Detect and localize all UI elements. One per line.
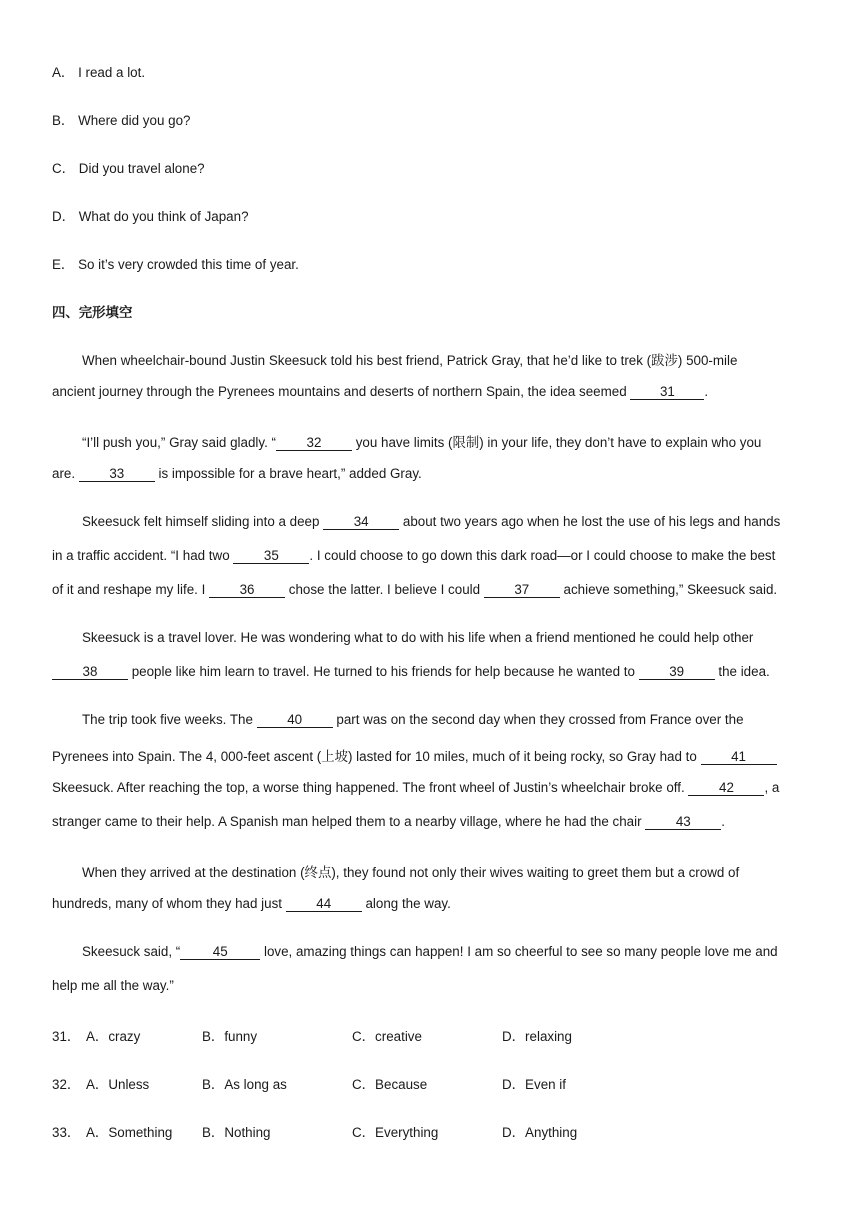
blank-31[interactable]: 31: [630, 385, 704, 400]
passage-p5-line3: Skeesuck. After reaching the top, a worse thing happened. The front wheel of Justin’s wheelchair broke off. 42 , a: [52, 780, 780, 795]
passage-p4-line1: Skeesuck is a travel lover. He was wondering what to do with his life when a friend mentioned he could help other: [82, 630, 754, 645]
passage-p5-line4: stranger came to their help. A Spanish man helped them to a nearby village, where he had the chair 43 .: [52, 814, 726, 829]
option-c[interactable]: C．Everything: [352, 1125, 439, 1140]
blank-45[interactable]: 45: [180, 945, 260, 960]
passage-p1-line1: When wheelchair-bound Justin Skeesuck told his best friend, Patrick Gray, that he’d like to trek (跋涉) 500-mile: [82, 353, 738, 368]
section-heading: 四、完形填空: [52, 306, 133, 321]
passage-p5-line1: The trip took five weeks. The 40 part was on the second day when they crossed from France over the: [82, 712, 744, 727]
dialogue-option-d: D． What do you think of Japan?: [52, 209, 249, 224]
option-a[interactable]: A．Unless: [86, 1077, 150, 1092]
question-number: 32．: [52, 1077, 81, 1092]
option-a[interactable]: A．crazy: [86, 1029, 141, 1044]
blank-37[interactable]: 37: [484, 583, 560, 598]
blank-44[interactable]: 44: [286, 897, 362, 912]
dialogue-option-a: A． I read a lot.: [52, 65, 146, 80]
blank-38[interactable]: 38: [52, 665, 128, 680]
passage-p3-line2: in a traffic accident. “I had two 35 . I could choose to go down this dark road—or I could choose to make the best: [52, 548, 776, 563]
dialogue-option-b: B． Where did you go?: [52, 113, 191, 128]
option-b[interactable]: B．As long as: [202, 1077, 287, 1092]
passage-p1-line2: ancient journey through the Pyrenees mountains and deserts of northern Spain, the idea seemed 31 .: [52, 384, 709, 399]
dialogue-option-e: E． So it’s very crowded this time of year.: [52, 257, 299, 272]
option-b[interactable]: B．Nothing: [202, 1125, 271, 1140]
option-d[interactable]: D．relaxing: [502, 1029, 572, 1044]
blank-39[interactable]: 39: [639, 665, 715, 680]
blank-43[interactable]: 43: [645, 815, 721, 830]
option-a[interactable]: A．Something: [86, 1125, 173, 1140]
option-d[interactable]: D．Even if: [502, 1077, 566, 1092]
blank-41[interactable]: 41: [701, 750, 777, 765]
blank-33[interactable]: 33: [79, 467, 155, 482]
passage-p6-line2: hundreds, many of whom they had just 44 along the way.: [52, 896, 451, 911]
passage-p6-line1: When they arrived at the destination (终点), they found not only their wives waiting to greet them but a crowd of: [82, 865, 740, 880]
blank-34[interactable]: 34: [323, 515, 399, 530]
passage-p4-line2: 38 people like him learn to travel. He turned to his friends for help because he wanted to 39 the idea.: [52, 664, 770, 680]
blank-35[interactable]: 35: [233, 549, 309, 564]
blank-40[interactable]: 40: [257, 713, 333, 728]
passage-p7-line2: help me all the way.”: [52, 978, 174, 993]
passage-p7-line1: Skeesuck said, “ 45 love, amazing things can happen! I am so cheerful to see so many people love me and: [82, 944, 778, 959]
question-number: 33．: [52, 1125, 81, 1140]
passage-p3-line1: Skeesuck felt himself sliding into a deep 34 about two years ago when he lost the use of his legs and hands: [82, 514, 781, 529]
option-c[interactable]: C．creative: [352, 1029, 422, 1044]
option-d[interactable]: D．Anything: [502, 1125, 578, 1140]
option-b[interactable]: B．funny: [202, 1029, 258, 1044]
passage-p2-line1: “I’ll push you,” Gray said gladly. “ 32 you have limits (限制) in your life, they don’t have to explain who you: [82, 435, 762, 450]
blank-42[interactable]: 42: [688, 781, 764, 796]
passage-p3-line3: of it and reshape my life. I 36 chose the latter. I believe I could 37 achieve something,” Skeesuck said.: [52, 582, 778, 597]
option-c[interactable]: C．Because: [352, 1077, 428, 1092]
passage-p5-line2: Pyrenees into Spain. The 4, 000-feet ascent (上坡) lasted for 10 miles, much of it being rocky, so Gray had to 41: [52, 746, 777, 765]
passage-p2-line2: are. 33 is impossible for a brave heart,” added Gray.: [52, 466, 422, 481]
dialogue-option-c: C． Did you travel alone?: [52, 161, 205, 176]
blank-32[interactable]: 32: [276, 436, 352, 451]
blank-36[interactable]: 36: [209, 583, 285, 598]
question-number: 31．: [52, 1029, 81, 1044]
